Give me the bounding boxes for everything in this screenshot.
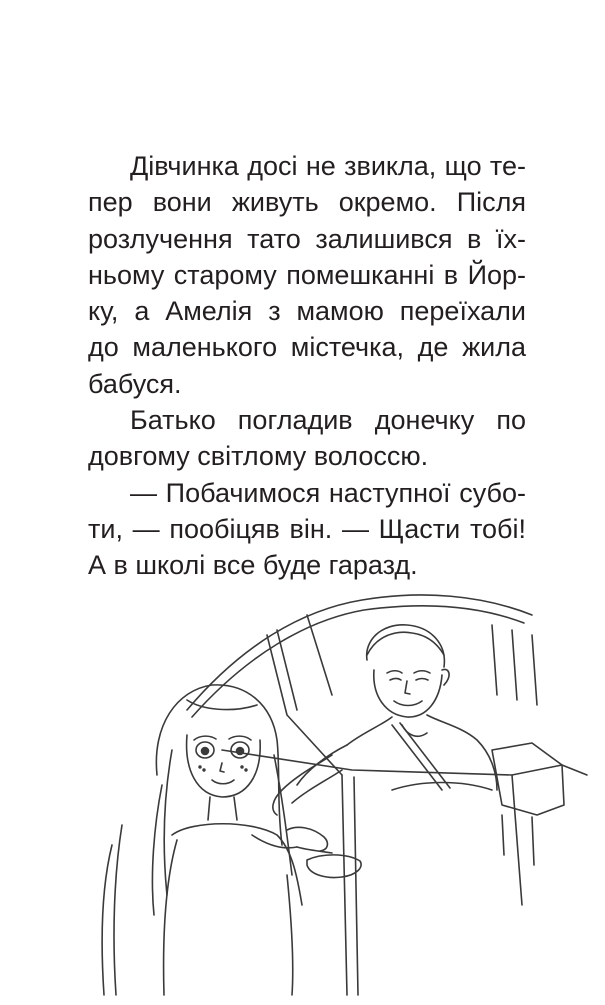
text-line: Батько погладив донечку по xyxy=(130,405,526,436)
text-line: ньому старому помешканні в Йор- xyxy=(88,259,526,290)
text-line: — Побачимося наступної субо- xyxy=(130,477,526,508)
text-line: до маленького містечка, де жила xyxy=(88,332,526,363)
text-line: А в школі все буде гаразд. xyxy=(88,550,418,581)
father-daughter-car-sketch-icon xyxy=(92,575,592,1000)
text-line: бабуся. xyxy=(88,368,182,399)
text-line: пер вони живуть окремо. Після xyxy=(88,187,526,218)
text-line: Дівчинка досі не звикла, що те- xyxy=(130,151,526,181)
text-line: довгому світлому волоссю. xyxy=(88,441,429,472)
story-text xyxy=(88,148,526,584)
text-line: розлучення тато залишився в їх- xyxy=(88,223,526,254)
text-line: ти, — пообіцяв він. — Щасти тобі! xyxy=(88,513,526,544)
text-line: ку, а Амелія з мамою переїхали xyxy=(88,296,526,327)
